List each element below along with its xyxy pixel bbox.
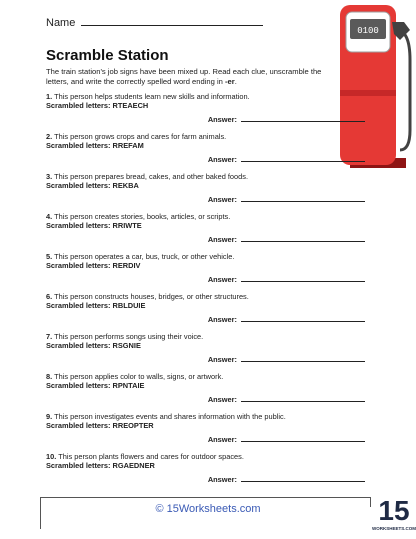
question-clue bbox=[46, 132, 371, 141]
question-number: 4. bbox=[46, 212, 53, 221]
question-text: This person applies color to walls, signs, or artwork. bbox=[54, 372, 224, 381]
question-item bbox=[46, 132, 371, 172]
question-clue bbox=[46, 332, 371, 341]
scrambled-letters: Scrambled letters: RREOPTER bbox=[46, 421, 154, 430]
pump-display-digits: 0100 bbox=[357, 26, 379, 36]
question-item bbox=[46, 412, 371, 452]
question-text: This person helps students learn new skills and information. bbox=[54, 92, 250, 101]
answer-row bbox=[208, 193, 365, 204]
question-item bbox=[46, 332, 371, 372]
question-number: 5. bbox=[46, 252, 53, 261]
name-label: Name bbox=[46, 17, 76, 29]
answer-row bbox=[208, 153, 365, 164]
logo-caption: WORKSHEETS.COM bbox=[371, 526, 416, 531]
question-text: This person performs songs using their voice. bbox=[54, 332, 204, 341]
answer-field[interactable] bbox=[241, 473, 365, 482]
scrambled-letters: Scrambled letters: RERDIV bbox=[46, 261, 141, 270]
scrambled-letters: Scrambled letters: RGAEDNER bbox=[46, 461, 155, 470]
scrambled-letters: Scrambled letters: RPNTAIE bbox=[46, 381, 145, 390]
question-number: 9. bbox=[46, 412, 53, 421]
question-number: 3. bbox=[46, 172, 53, 181]
name-row bbox=[46, 15, 263, 29]
copyright-footer[interactable]: © 15Worksheets.com bbox=[155, 503, 261, 515]
instructions-text: The train station's job signs have been mixed up. Read each clue, unscramble the letters, and write the correctly spelled word ending in bbox=[46, 67, 322, 86]
answer-row bbox=[208, 313, 365, 324]
question-clue bbox=[46, 252, 371, 261]
question-clue bbox=[46, 212, 371, 221]
answer-label: Answer: bbox=[207, 435, 237, 444]
scrambled-letters: Scrambled letters: RBLDUIE bbox=[46, 301, 146, 310]
answer-field[interactable] bbox=[241, 233, 365, 242]
pump-hose bbox=[396, 30, 410, 150]
name-field[interactable] bbox=[81, 15, 263, 26]
question-number: 6. bbox=[46, 292, 53, 301]
answer-label: Answer: bbox=[207, 115, 237, 124]
answer-label: Answer: bbox=[207, 355, 237, 364]
question-number: 2. bbox=[46, 132, 53, 141]
answer-label: Answer: bbox=[207, 155, 237, 164]
logo-number: 15 bbox=[378, 495, 410, 526]
question-text: This person grows crops and cares for farm animals. bbox=[54, 132, 227, 141]
question-clue bbox=[46, 372, 371, 381]
question-text: This person plants flowers and cares for outdoor spaces. bbox=[58, 452, 244, 461]
worksheets-logo bbox=[371, 488, 416, 534]
question-text: This person constructs houses, bridges, or other structures. bbox=[54, 292, 249, 301]
question-item bbox=[46, 372, 371, 412]
question-list bbox=[46, 92, 371, 492]
answer-row bbox=[208, 473, 365, 484]
answer-row bbox=[208, 393, 365, 404]
answer-field[interactable] bbox=[241, 433, 365, 442]
question-text: This person investigates events and shares information with the public. bbox=[54, 412, 286, 421]
instructions-end: . bbox=[234, 77, 237, 86]
answer-field[interactable] bbox=[241, 153, 365, 162]
instructions-suffix: -er bbox=[224, 77, 235, 86]
question-clue bbox=[46, 92, 371, 101]
answer-row bbox=[208, 113, 365, 124]
question-number: 1. bbox=[46, 92, 53, 101]
question-text: This person operates a car, bus, truck, or other vehicle. bbox=[54, 252, 235, 261]
answer-label: Answer: bbox=[207, 315, 237, 324]
answer-label: Answer: bbox=[207, 275, 237, 284]
scrambled-letters: Scrambled letters: RREFAM bbox=[46, 141, 144, 150]
scrambled-letters: Scrambled letters: RTEAECH bbox=[46, 101, 149, 110]
instructions bbox=[46, 67, 346, 87]
question-item bbox=[46, 252, 371, 292]
question-clue bbox=[46, 412, 371, 421]
answer-label: Answer: bbox=[207, 395, 237, 404]
question-clue bbox=[46, 292, 371, 301]
answer-field[interactable] bbox=[241, 113, 365, 122]
worksheet-title: Scramble Station bbox=[46, 47, 169, 64]
question-item bbox=[46, 172, 371, 212]
question-item bbox=[46, 452, 371, 492]
answer-field[interactable] bbox=[241, 273, 365, 282]
answer-row bbox=[208, 233, 365, 244]
question-number: 10. bbox=[46, 452, 57, 461]
question-text: This person creates stories, books, articles, or scripts. bbox=[54, 212, 231, 221]
answer-row bbox=[208, 353, 365, 364]
answer-label: Answer: bbox=[207, 195, 237, 204]
answer-field[interactable] bbox=[241, 353, 365, 362]
question-number: 7. bbox=[46, 332, 53, 341]
answer-label: Answer: bbox=[207, 475, 237, 484]
answer-row bbox=[208, 433, 365, 444]
question-item bbox=[46, 292, 371, 332]
question-text: This person prepares bread, cakes, and other baked foods. bbox=[54, 172, 249, 181]
answer-label: Answer: bbox=[207, 235, 237, 244]
scrambled-letters: Scrambled letters: RSGNIE bbox=[46, 341, 141, 350]
question-item bbox=[46, 212, 371, 252]
question-item bbox=[46, 92, 371, 132]
answer-field[interactable] bbox=[241, 193, 365, 202]
question-clue bbox=[46, 452, 371, 461]
scrambled-letters: Scrambled letters: RRIWTE bbox=[46, 221, 142, 230]
answer-row bbox=[208, 273, 365, 284]
question-clue bbox=[46, 172, 371, 181]
scrambled-letters: Scrambled letters: REKBA bbox=[46, 181, 139, 190]
footer-border bbox=[40, 497, 370, 498]
answer-field[interactable] bbox=[241, 313, 365, 322]
question-number: 8. bbox=[46, 372, 53, 381]
answer-field[interactable] bbox=[241, 393, 365, 402]
